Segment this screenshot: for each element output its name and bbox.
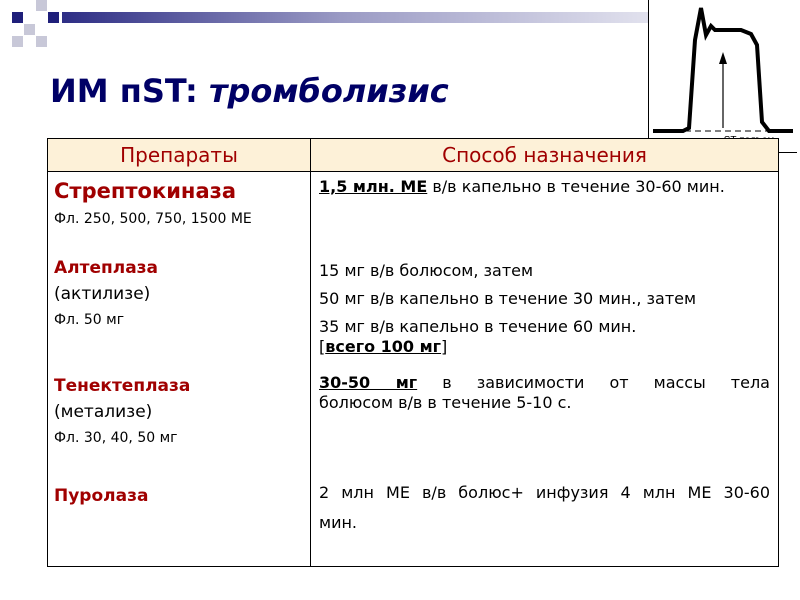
drug-alteplase-form: Фл. 50 мг [54, 312, 125, 328]
dosing-tenecteplase-line1 [319, 373, 770, 393]
drug-alteplase-brand: (актилизе) [54, 284, 151, 304]
drug-streptokinase: Стрептокиназа [54, 179, 236, 203]
deco-square-4 [48, 12, 59, 23]
dosing-alteplase-total-value: всего 100 мг [325, 337, 442, 356]
bracket-close: ] [441, 337, 448, 356]
table-header-row [48, 139, 779, 172]
ecg-st-elevation-diagram [649, 0, 797, 152]
title-italic: тромболизис [208, 72, 449, 110]
deco-square-6 [36, 36, 47, 47]
deco-square-2 [24, 24, 35, 35]
dosing-alteplase-line2: 50 мг в/в капельно в течение 30 мин., затем [319, 289, 697, 308]
dosing-alteplase-line1: 15 мг в/в болюсом, затем [319, 261, 534, 280]
administration-column [311, 172, 779, 567]
drug-purolase: Пуролаза [54, 486, 149, 506]
drug-streptokinase-form: Фл. 250, 500, 750, 1500 МЕ [54, 211, 252, 227]
dosing-alteplase-line3: 35 мг в/в капельно в течение 60 мин. [319, 317, 637, 336]
dosing-streptokinase-dose: 1,5 млн. МЕ [319, 177, 428, 196]
deco-square-3 [36, 0, 47, 11]
deco-square-5 [12, 36, 23, 47]
title-main: ИМ пST: [50, 72, 198, 110]
dosing-purolase-line2: мин. [319, 513, 358, 532]
dosing-streptokinase-rest: в/в капельно в течение 30-60 мин. [427, 177, 725, 196]
ecg-figure [648, 0, 797, 153]
drug-tenecteplase-form: Фл. 30, 40, 50 мг [54, 430, 178, 446]
deco-top-bar [62, 12, 682, 23]
thrombolysis-table [47, 138, 779, 567]
deco-square-1 [12, 12, 23, 23]
dosing-streptokinase [319, 177, 770, 197]
drugs-column [48, 172, 311, 567]
bracket-open: [ [319, 337, 326, 356]
dosing-alteplase-total [319, 337, 770, 357]
page-title [50, 72, 449, 110]
dosing-tenecteplase-rest1: в зависимости от массы тела [417, 373, 770, 392]
dosing-tenecteplase-line2: болюсом в/в в течение 5-10 с. [319, 393, 572, 412]
header-drugs: Препараты [48, 139, 311, 172]
header-administration: Способ назначения [311, 139, 779, 172]
dosing-purolase-line1: 2 млн МЕ в/в болюс+ инфузия 4 млн МЕ 30-60 [319, 483, 770, 502]
dosing-tenecteplase-dose: 30-50 мг [319, 373, 418, 392]
table-body-row [48, 172, 779, 567]
arrow-up-icon [719, 52, 727, 64]
drug-tenecteplase-brand: (метализе) [54, 402, 153, 422]
drug-alteplase: Алтеплаза [54, 258, 159, 278]
drug-tenecteplase: Тенектеплаза [54, 376, 191, 396]
